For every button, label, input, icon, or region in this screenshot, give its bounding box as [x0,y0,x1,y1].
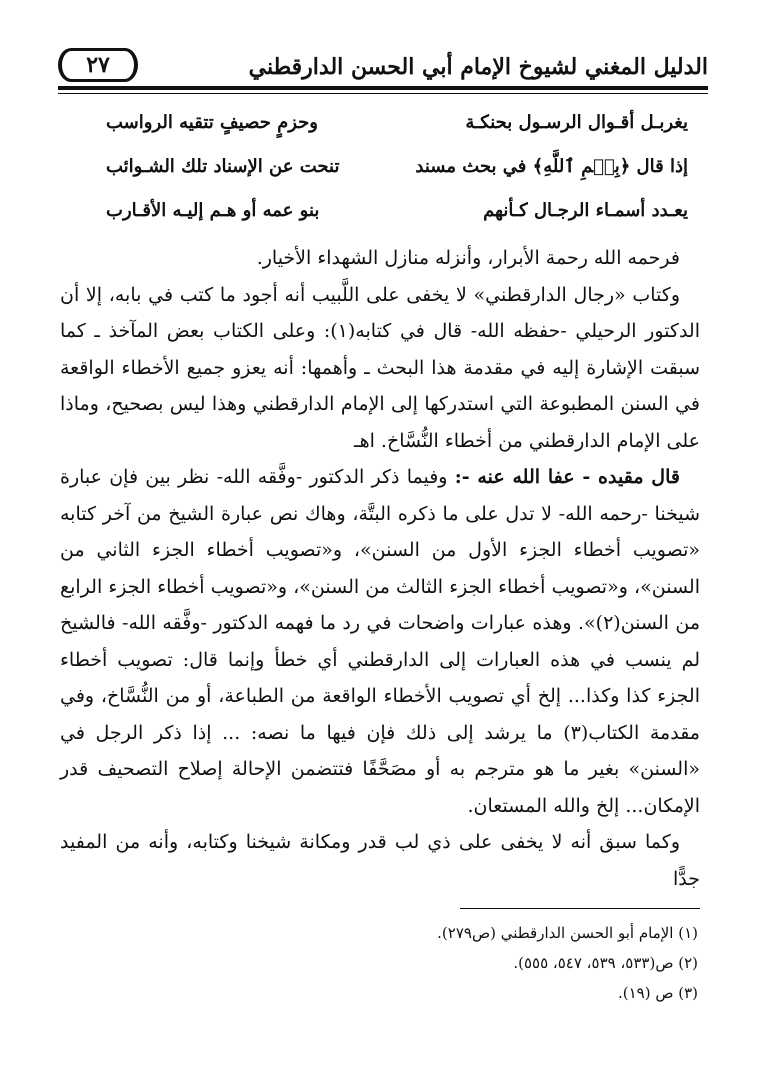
verse-first-hemistich: يعـدد أسمـاء الرجـال كـأنهم [483,200,688,221]
page-number-box [58,48,138,82]
footnote: (١) الإمام أبو الحسن الدارقطني (ص٢٧٩). [437,924,698,942]
poem-verse [106,200,688,244]
paragraph [60,459,700,824]
verse-second-hemistich: بنو عمه أو هـم إليـه الأقـارب [106,200,320,221]
poem [106,112,688,244]
author-remark-lead: قال مقيده - عفا الله عنه -: [454,466,680,488]
verse-first-hemistich: إذا قال ﴿بِسۡمِ ٱللَّهِ﴾ في بحث مسند [415,156,688,177]
header-rule [58,86,708,90]
footnote-separator [460,908,700,909]
verse-second-hemistich: وحزمٍ حصيفٍ تتقيه الرواسب [106,112,318,133]
running-title: الدليل المغني لشيوخ الإمام أبي الحسن الدارقطني [248,54,708,80]
verse-second-hemistich: تنحت عن الإسناد تلك الشـوائب [106,156,340,177]
footnotes [60,918,698,1008]
page-header [58,46,708,92]
header-rule-thin [58,93,708,94]
paragraph: وكتاب «رجال الدارقطني» لا يخفى على اللَّبيب أنه أجود ما كتب في بابه، إلا أن الدكتور الرحيلي -حفظه الله- قال في كتابه(١): وعلى الكتاب بعض المآخذ ـ كما سبقت الإشارة إليه في مقدمة هذا البحث ـ وأهمها: أنه يعزو جميع الأخطاء الواقعة في السنن المطبوعة التي استدركها إلى الإمام الدارقطني وهذا ليس بصحيح، وماذا على الإمام الدارقطني من أخطاء النُّسَّاخ. اهـ [60,283,700,452]
paragraph: وكما سبق أنه لا يخفى على ذي لب قدر ومكانة شيخنا وكتابه، وأنه من المفيد جدًّا [60,831,700,890]
footnote: (٣) ص (١٩). [617,984,698,1002]
page-number: ٢٧ [86,52,110,78]
paragraph: فرحمه الله رحمة الأبرار، وأنزله منازل الشهداء الأخيار. [256,247,680,269]
paragraph-text: وفيما ذكر الدكتور -وفَّقه الله- نظر بين فإن عبارة شيخنا -رحمه الله- لا تدل على ما ذكره البتَّة، وهاك نص عبارة الشيخ من آخر كتابه «تصويب أخطاء الجزء الأول من السنن»، و«تصويب أخطاء الجزء الثاني من السنن»، و«تصويب أخطاء الجزء الثالث من السنن»، و«تصويب أخطاء الجزء الرابع من السنن(٢)». وهذه عبارات واضحات في رد ما فهمه الدكتور -وفَّقه الله- فالشيخ لم ينسب في هذه العبارات إلى الدارقطني أي خطأ وإنما قال: تصويب أخطاء الجزء كذا وكذا... إلخ أي تصويب الأخطاء الواقعة من الطباعة، أو من النُّسَّاخ، وفي مقدمة الكتاب(٣) ما يرشد إلى ذلك فإن فيها ما نصه: ... إذا ذكر الرجل في «السنن» بغير ما هو مترجم به أو مصَحَّفًا فتتضمن الإحالة إصلاح التصحيف قدر الإمكان... إلخ والله المستعان. [60,466,700,817]
body-text [60,240,700,897]
verse-first-hemistich: يغربـل أقـوال الرسـول بحنكـة [465,112,688,133]
footnote: (٢) ص(٥٣٣، ٥٣٩، ٥٤٧، ٥٥٥). [513,954,698,972]
poem-verse [106,156,688,200]
poem-verse [106,112,688,156]
